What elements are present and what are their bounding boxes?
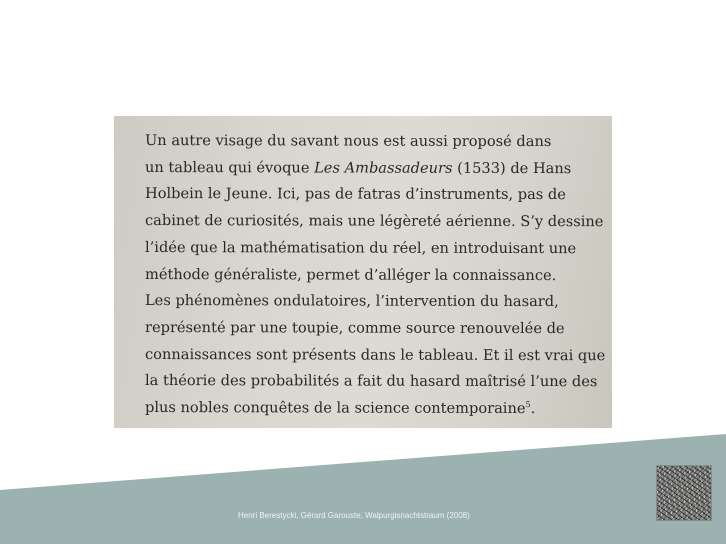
image-caption: Henri Berestycki, Gérard Garouste, Walpurgisnachtstraum (2008) bbox=[238, 511, 470, 520]
quote-line-6: méthode généraliste, permet d’alléger la connaissance. bbox=[144, 265, 557, 284]
quote-line-11-text: plus nobles conquêtes de la science contemporaine bbox=[144, 399, 526, 418]
quote-text bbox=[145, 128, 605, 422]
quote-line-3: Holbein le Jeune. Ici, pas de fatras d’instruments, pas de bbox=[144, 185, 566, 204]
footnote-marker: 5 bbox=[525, 400, 531, 410]
artwork-title: Les Ambassadeurs bbox=[314, 159, 453, 177]
quote-line-2-end: (1533) de Hans bbox=[452, 159, 572, 177]
quote-line-7: Les phénomènes ondulatoires, l’intervention du hasard, bbox=[144, 292, 559, 311]
quote-line-11-end: . bbox=[530, 400, 536, 418]
teal-band-shape bbox=[0, 434, 726, 544]
quote-line-11 bbox=[145, 395, 605, 423]
quote-line-2-start: un tableau qui évoque bbox=[144, 158, 310, 177]
quote-line-10: la théorie des probabilités a fait du hasard maîtrisé l’une des bbox=[144, 372, 598, 391]
quote-line-5: l’idée que la mathématisation du réel, en introduisant une bbox=[144, 238, 577, 257]
quote-photo bbox=[114, 116, 612, 428]
quote-line-8: représenté par une toupie, comme source renouvelée de bbox=[144, 318, 565, 338]
quote-line-4: cabinet de curiosités, mais une légèreté aérienne. S’y dessine bbox=[144, 212, 604, 231]
quote-line-1: Un autre visage du savant nous est aussi proposé dans bbox=[144, 132, 552, 151]
artwork-thumbnail bbox=[657, 466, 711, 520]
quote-line-9: connaissances sont présents dans le tableau. Et il est vrai que bbox=[144, 345, 606, 364]
quote-line-2 bbox=[145, 155, 605, 183]
